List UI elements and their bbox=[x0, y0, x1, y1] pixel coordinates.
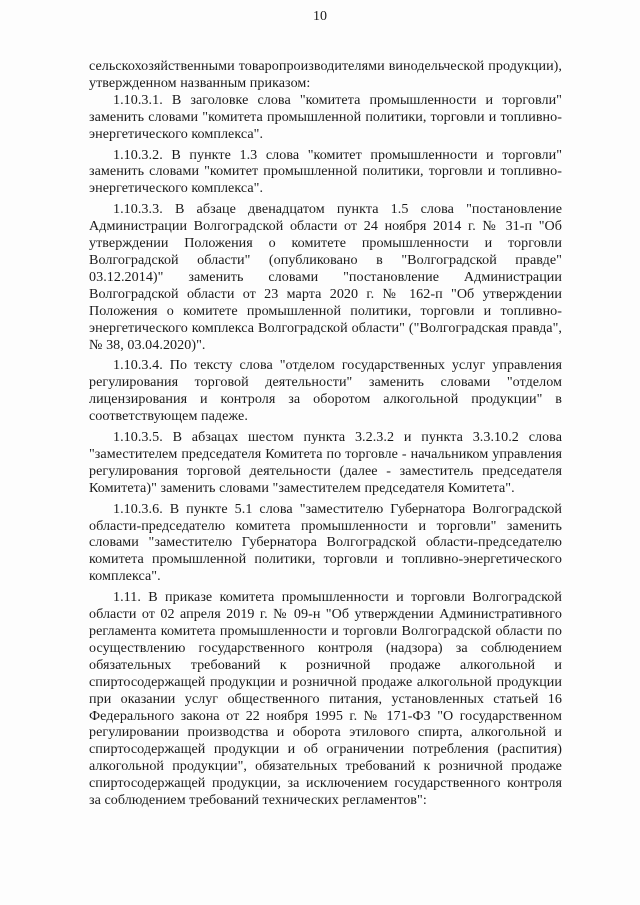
page-number: 10 bbox=[313, 9, 327, 24]
paragraph-1-11: 1.11. В приказе комитета промышленности и торговли Волгоградской области от 02 апреля 2019 г. № 09-н "Об утверждении Административного регламента комитета промышленности и торговли Волгоградской области по осуществлению государственного контроля (надзора) за соблюдением обязательных требований к розничной продаже алкогольной и спиртосодержащей продукции и розничной продаже алкогольной продукции при оказании услуг общественного питания, установленных статьей 16 Федерального закона от 22 ноября 1995 г. № 171-ФЗ "О государственном регулировании производства и оборота этилового спирта, алкогольной и спиртосодержащей продукции и об ограничении потребления (распития) алкогольной продукции", обязательных требований к розничной продаже спиртосодержащей продукции, за исключением государственного контроля за соблюдением требований технических регламентов": bbox=[89, 589, 562, 809]
paragraph-1-10-3-3: 1.10.3.3. В абзаце двенадцатом пункта 1.5 слова "постановление Администрации Волгоградской области от 24 ноября 2014 г. № 31-п "Об утверждении Положения о комитете промышленности и торговли Волгоградской области" (опубликовано в "Волгоградской правде" 03.12.2014)" заменить словами "постановление Администрации Волгоградской области от 23 марта 2020 г. № 162-п "Об утверждении Положения о комитете промышленной политики, торговли и топливно-энергетического комплекса Волгоградской области" ("Волгоградская правда", № 38, 03.04.2020)". bbox=[89, 201, 562, 353]
paragraph-1-10-3-2: 1.10.3.2. В пункте 1.3 слова "комитет промышленности и торговли" заменить словами "комитет промышленной политики, торговли и топливно-энергетического комплекса". bbox=[89, 146, 562, 197]
paragraph-1-10-3-6: 1.10.3.6. В пункте 5.1 слова "заместителю Губернатора Волгоградской области-председателю комитета промышленности и торговли" заменить словами "заместителю Губернатора Волгоградской области-председателю комитета промышленной политики, торговли и топливно-энергетического комплекса". bbox=[89, 500, 562, 585]
paragraph-continuation: сельскохозяйственными товаропроизводителями винодельческой продукции), утвержденном названным приказом: bbox=[89, 58, 562, 91]
paragraph-1-10-3-1: 1.10.3.1. В заголовке слова "комитета промышленности и торговли" заменить словами "комитета промышленной политики, торговли и топливно-энергетического комплекса". bbox=[89, 91, 562, 142]
paragraph-1-10-3-5: 1.10.3.5. В абзацах шестом пункта 3.2.3.2 и пункта 3.3.10.2 слова "заместителем председателя Комитета по торговле - начальником управления регулирования торговой деятельности (далее - заместитель председателя Комитета)" заменить словами "заместителем председателя Комитета". bbox=[89, 429, 562, 496]
document-body bbox=[89, 58, 562, 809]
paragraph-1-10-3-4: 1.10.3.4. По тексту слова "отделом государственных услуг управления регулирования торговой деятельности" заменить словами "отделом лицензирования и контроля за оборотом алкогольной продукции" в соответствующем падеже. bbox=[89, 357, 562, 425]
